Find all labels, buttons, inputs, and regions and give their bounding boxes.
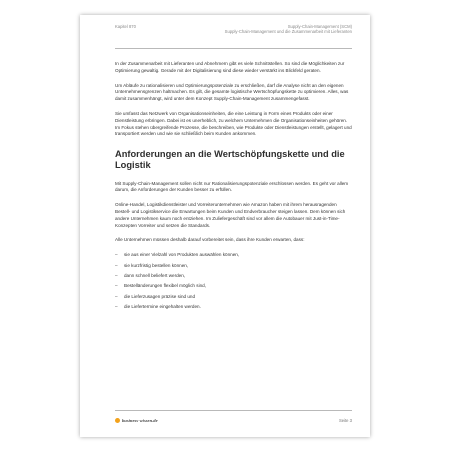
list-item	[115, 294, 352, 301]
list-item-text: sie aus einer Vielzahl von Produkten auswählen können,	[124, 252, 240, 258]
dash-bullet: –	[115, 272, 118, 278]
document-page	[80, 15, 370, 437]
page-footer	[115, 410, 352, 425]
dash-bullet: –	[115, 262, 118, 268]
paragraph: Alle Unternehmen müssen deshalb darauf vorbereitet sein, dass ihre Kunden erwarten, dass:	[115, 237, 305, 243]
dash-bullet: –	[115, 293, 118, 299]
list-item-text: die Liefertermine eingehalten werden.	[124, 304, 201, 310]
section-heading: Anforderungen an die Wertschöpfungskette und die Logistik	[115, 149, 345, 171]
header-chapter: Kapitel 870	[115, 24, 136, 29]
paragraph: Sie umfasst das Netzwerk von Organisationseinheiten, die eine Leistung in Form eines Produkts oder einer Dienstleistung erbringen. Dabei ist es unerheblich, zu welchem Unternehmen die Organisationseinheiten gehören. Im Fokus stehen übergreifende Prozesse, die beschreiben, wie Produkte oder Dienstleistungen erstellt, gelagert und transportiert werden und wie sie schließlich beim Kunden ankommen.	[115, 110, 352, 137]
list-item-text: die Lieferzusagen präzise sind und	[124, 293, 195, 299]
list-item-text: Bestelländerungen flexibel möglich sind,	[124, 283, 206, 289]
paragraph: Mit Supply-Chain-Management sollen nicht nur Rationalisierungspotenziale erschlossen werden. Es geht vor allem darum, die Anforderungen der Kunden besser zu erfüllen.	[115, 180, 349, 193]
dash-bullet: –	[115, 252, 118, 258]
paragraph: Online-Handel, Logistikdienstleister und Vorreiterunternehmen wie Amazon haben mit ihrem herausragenden Bestell- und Logistikservice die Erwartungen beim Kunden und Endverbraucher steigen lassen. Dem können sich andere Unternehmen kaum noch entziehen. Im Zuliefergeschäft sind vor allem die Autobauer mit Just-in-Time-Konzepten Vorreiter und setzen die Standards.	[115, 202, 346, 228]
logo-dot-icon	[115, 418, 120, 423]
expectations-list	[115, 252, 352, 311]
logo-text: business-wissen.de	[122, 418, 158, 423]
paragraph: In der Zusammenarbeit mit Lieferanten und Abnehmern gibt es viele Schnittstellen. So sind die Möglichkeiten zur Optimierung gewaltig. Gerade mit der Digitalisierung sind diese wieder verstärkt ins Blickfeld geraten.	[115, 61, 345, 73]
list-item	[115, 273, 352, 280]
brand-logo[interactable]	[115, 418, 158, 423]
page-number: Seite 3	[338, 418, 352, 423]
paragraph: Um Abläufe zu rationalisieren und Optimierungspotenziale zu erschließen, darf die Analyse nicht an den eigenen Unternehmensgrenzen haltmachen. Es gilt, die gesamte logistische Wertschöpfungskette zu optimieren. Alles, was damit zusammenhängt, wird unter dem Konzept Supply-Chain-Management zusammengefasst.	[115, 82, 349, 102]
header-title-line2: Supply-Chain-Management und die Zusammenarbeit mit Lieferanten	[224, 29, 352, 35]
list-item	[115, 263, 352, 270]
page-header	[115, 24, 352, 49]
list-item-text: dann schnell beliefert werden,	[124, 272, 186, 278]
list-item	[115, 252, 352, 259]
header-title-line1: Supply-Chain-Management (SCM)	[287, 24, 352, 29]
dash-bullet: –	[115, 304, 118, 310]
list-item	[115, 283, 352, 290]
list-item	[115, 304, 352, 311]
page-body	[115, 61, 352, 315]
list-item-text: sie kurzfristig bestellen können,	[124, 262, 189, 268]
header-title	[225, 24, 352, 34]
dash-bullet: –	[115, 283, 118, 289]
